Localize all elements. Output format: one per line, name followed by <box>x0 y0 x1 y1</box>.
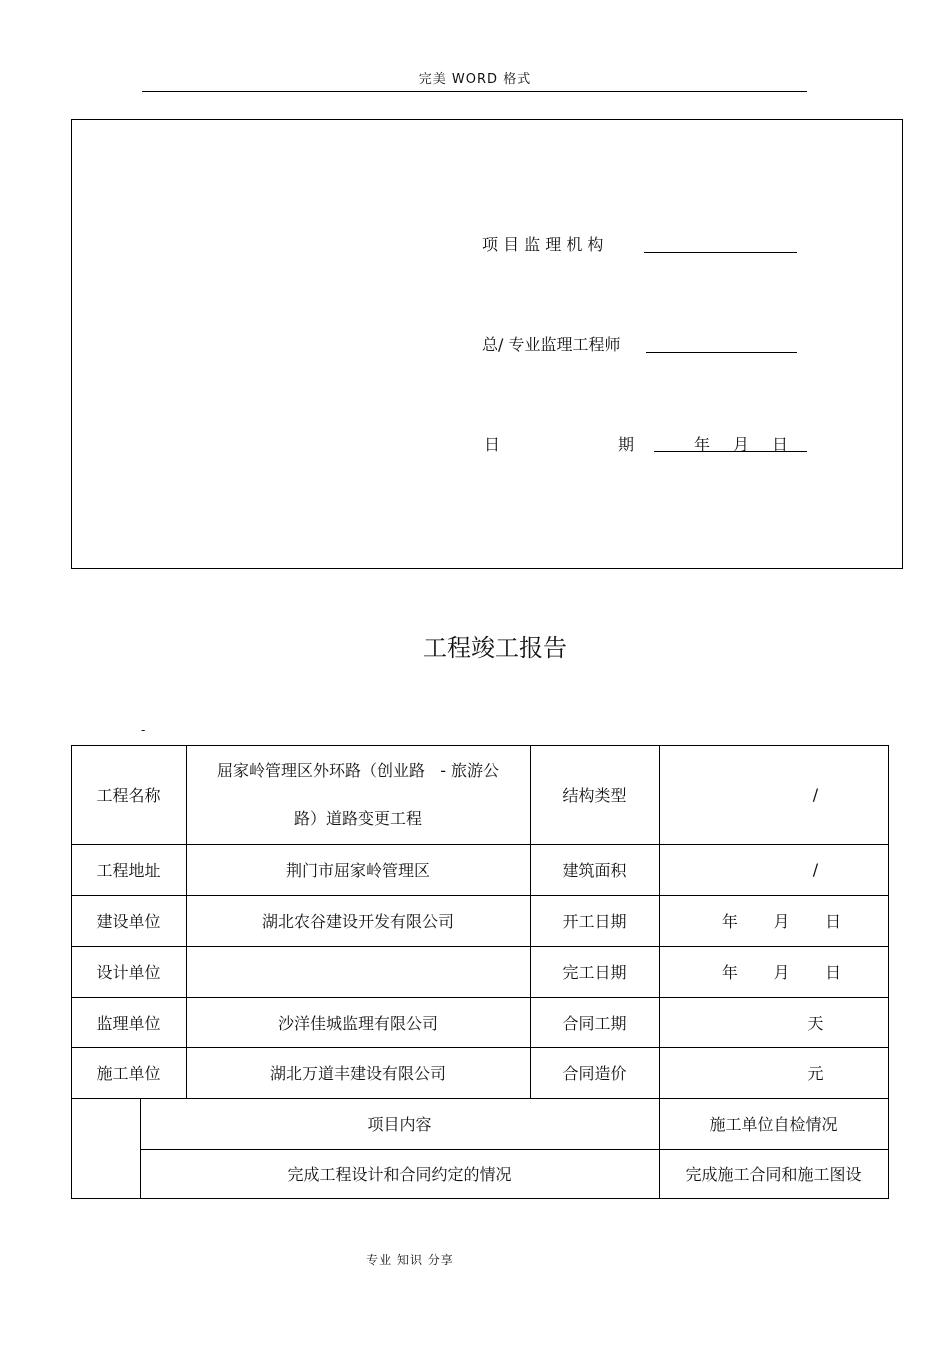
completion-date-value: 年 月 日 <box>721 963 842 982</box>
date-day: 日 <box>772 435 789 454</box>
project-content-header: 项目内容 <box>367 1115 432 1134</box>
self-check-result: 完成施工合同和施工图设 <box>685 1165 862 1184</box>
date-year: 年 <box>694 435 711 454</box>
contract-period-label: 合同工期 <box>562 1013 627 1033</box>
completion-report-table <box>71 745 889 1199</box>
date-line <box>654 451 807 452</box>
design-unit-label: 设计单位 <box>96 963 161 982</box>
dash-mark: - <box>141 723 146 737</box>
project-name-value <box>186 745 530 844</box>
page-footer: 专业 知识 分享 <box>366 1253 454 1267</box>
self-check-header: 施工单位自检情况 <box>709 1115 838 1134</box>
building-area-value: / <box>812 860 819 879</box>
project-name-line-2: 路）道路变更工程 <box>293 808 422 828</box>
project-name-line-1: 屈家岭管理区外环路（创业路 - 旅游公 <box>216 760 500 780</box>
supervision-unit-value: 沙洋佳城监理有限公司 <box>277 1013 438 1033</box>
supervision-org-line <box>644 252 797 253</box>
structure-type-value: / <box>812 785 819 804</box>
contract-period-value: 天 <box>807 1013 824 1033</box>
contract-price-value: 元 <box>807 1064 824 1083</box>
contract-price-label: 合同造价 <box>562 1064 627 1083</box>
header-rule <box>142 91 807 92</box>
construction-unit-value: 湖北农谷建设开发有限公司 <box>261 912 454 931</box>
design-unit-value <box>186 946 530 997</box>
supervision-unit-label: 监理单位 <box>96 1013 161 1033</box>
building-area-label: 建筑面积 <box>562 861 627 880</box>
engineer-signature-line <box>646 352 797 353</box>
date-label-left: 日 <box>484 435 501 454</box>
start-date-label: 开工日期 <box>562 912 627 931</box>
completion-date-label: 完工日期 <box>562 963 627 982</box>
contractor-value: 湖北万道丰建设有限公司 <box>269 1064 446 1083</box>
document-title: 工程竣工报告 <box>423 634 567 662</box>
structure-type-label: 结构类型 <box>562 786 627 805</box>
construction-unit-label: 建设单位 <box>96 912 161 931</box>
project-address-label: 工程地址 <box>96 861 161 880</box>
project-address-value: 荆门市屈家岭管理区 <box>285 861 430 880</box>
design-contract-completion-item: 完成工程设计和合同约定的情况 <box>287 1165 512 1184</box>
engineer-label: 总/ 专业监理工程师 <box>482 335 621 354</box>
start-date-value: 年 月 日 <box>721 912 842 931</box>
project-name-label: 工程名称 <box>96 786 161 805</box>
contractor-label: 施工单位 <box>96 1064 161 1083</box>
date-label-right: 期 <box>618 435 635 454</box>
page-header: 完美 WORD 格式 <box>418 72 532 87</box>
date-month: 月 <box>733 435 750 454</box>
supervision-org-label: 项 目 监 理 机 构 <box>482 235 604 254</box>
